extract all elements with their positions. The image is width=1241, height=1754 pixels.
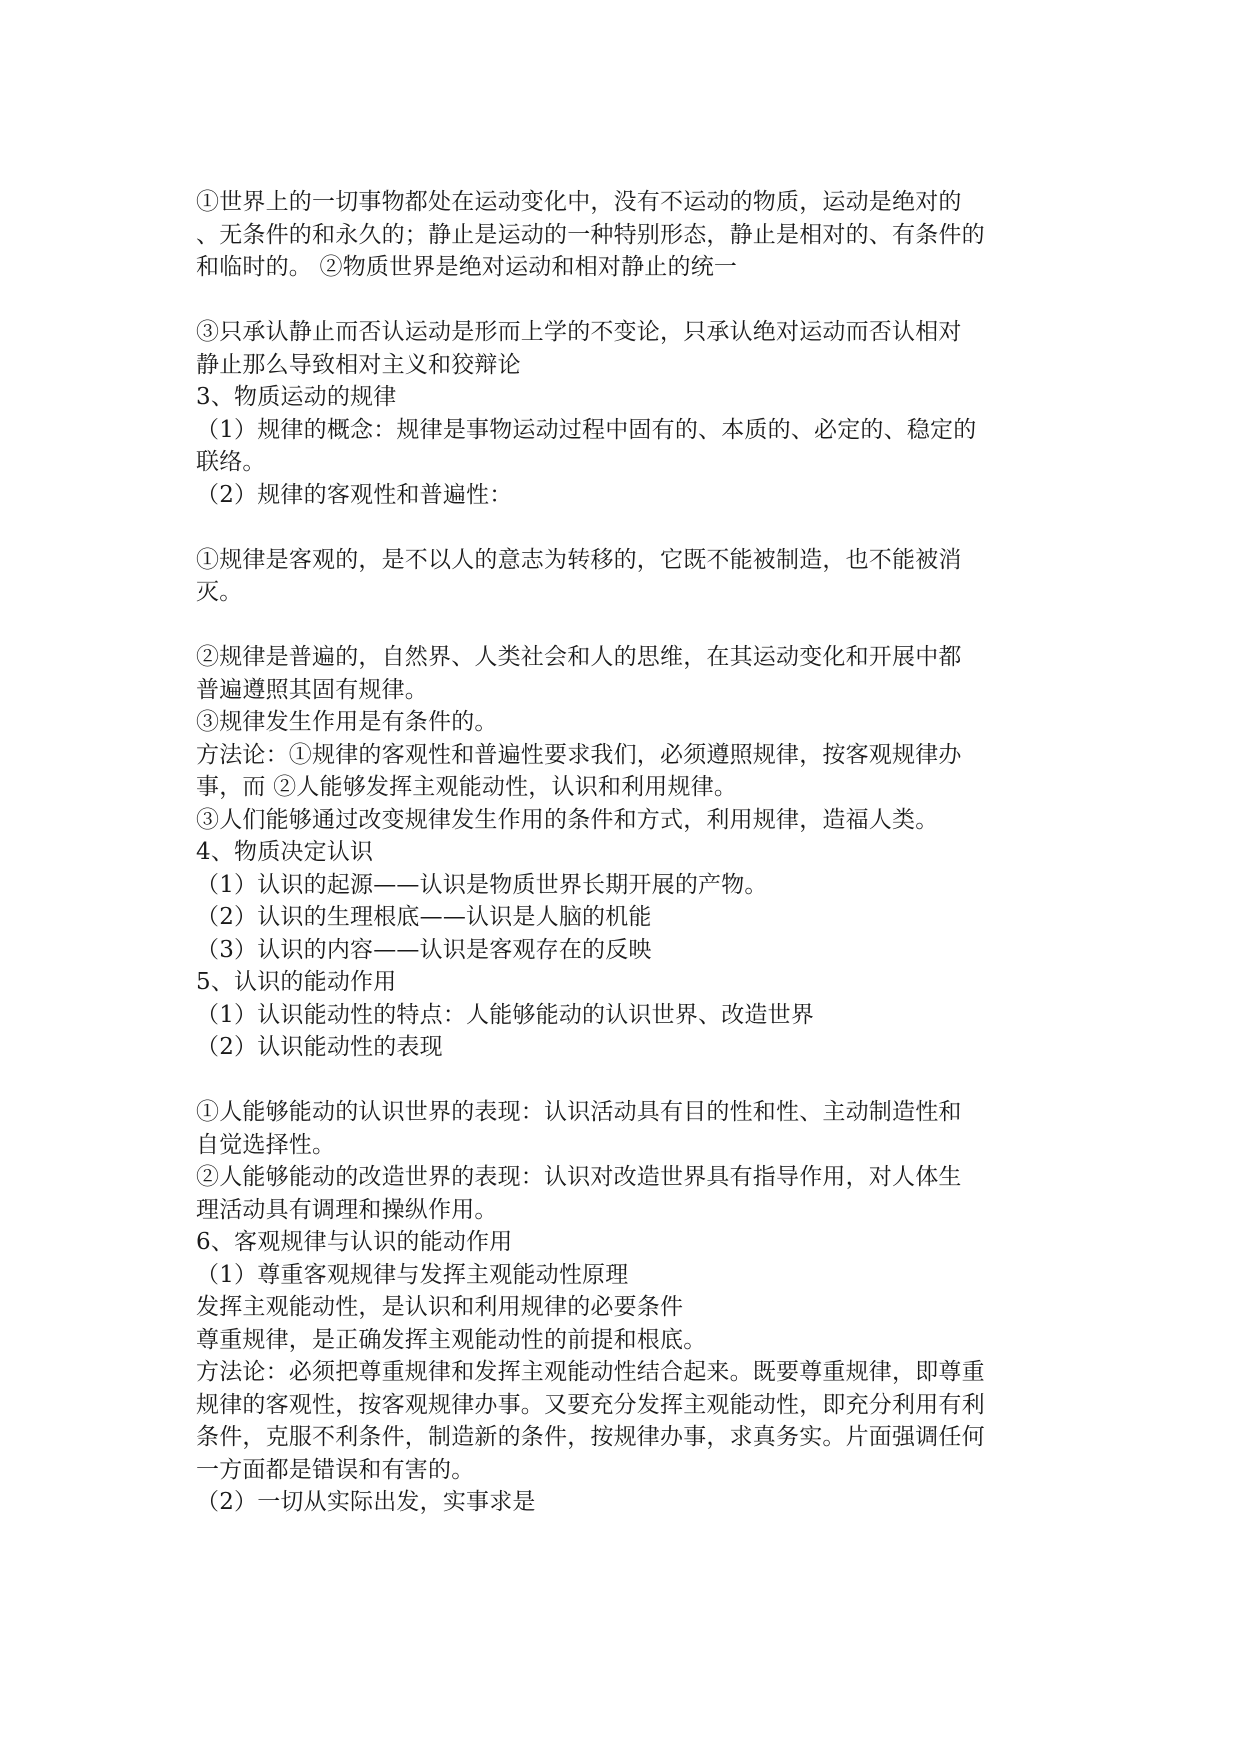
blank-line: [196, 511, 1056, 544]
text-line: ①世界上的一切事物都处在运动变化中，没有不运动的物质，运动是绝对的: [196, 189, 962, 215]
text-line: （1）尊重客观规律与发挥主观能动性原理: [196, 1261, 629, 1288]
text-line: ①人能够能动的认识世界的表现：认识活动具有目的性和性、主动制造性和: [196, 1099, 962, 1125]
text-line: （2）认识能动性的表现: [196, 1034, 443, 1060]
text-line: ③只承认静止而否认运动是形而上学的不变论，只承认绝对运动而否认相对: [196, 319, 962, 345]
text-line: （2）规律的客观性和普遍性：: [196, 481, 513, 508]
text-line: 、无条件的和永久的；静止是运动的一种特别形态，静止是相对的、有条件的: [196, 221, 985, 248]
text-line: ②人能够能动的改造世界的表现：认识对改造世界具有指导作用，对人体生: [196, 1164, 962, 1190]
blank-line: [196, 1064, 1056, 1097]
text-line: 自觉选择性。: [196, 1131, 336, 1158]
text-line: 普遍遵照其固有规律。: [196, 676, 428, 703]
text-line: （2）认识的生理根底——认识是人脑的机能: [196, 904, 652, 930]
text-line: （1）认识能动性的特点：人能够能动的认识世界、改造世界: [196, 1001, 815, 1028]
text-line: 和临时的。 ②物质世界是绝对运动和相对静止的统一: [196, 254, 738, 280]
document-body: [196, 186, 1056, 1519]
text-line: ③人们能够通过改变规律发生作用的条件和方式，利用规律，造福人类。: [196, 806, 939, 833]
text-line: 方法论：①规律的客观性和普遍性要求我们，必须遵照规律，按客观规律办: [196, 741, 962, 768]
text-line: 事，而 ②人能够发挥主观能动性，认识和利用规律。: [196, 774, 738, 800]
section-heading: 3、物质运动的规律: [196, 384, 397, 410]
text-line: 理活动具有调理和操纵作用。: [196, 1196, 498, 1223]
text-line: （3）认识的内容——认识是客观存在的反映: [196, 936, 652, 963]
section-heading: 6、客观规律与认识的能动作用: [196, 1229, 513, 1255]
text-line: 条件，克服不利条件，制造新的条件，按规律办事，求真务实。片面强调任何: [196, 1424, 985, 1450]
text-line: 尊重规律，是正确发挥主观能动性的前提和根底。: [196, 1326, 707, 1353]
text-line: 一方面都是错误和有害的。: [196, 1456, 475, 1483]
text-line: ②规律是普遍的，自然界、人类社会和人的思维，在其运动变化和开展中都: [196, 644, 962, 670]
text-line: （2）一切从实际出发，实事求是: [196, 1489, 536, 1515]
text-line: 联络。: [196, 449, 266, 475]
text-line: 发挥主观能动性，是认识和利用规律的必要条件: [196, 1294, 684, 1320]
blank-line: [196, 609, 1056, 642]
text-line: （1）认识的起源——认识是物质世界长期开展的产物。: [196, 871, 768, 898]
blank-line: [196, 284, 1056, 317]
text-line: 方法论：必须把尊重规律和发挥主观能动性结合起来。既要尊重规律，即尊重: [196, 1359, 985, 1385]
text-line: （1）规律的概念：规律是事物运动过程中固有的、本质的、必定的、稳定的: [196, 416, 977, 443]
text-line: 规律的客观性，按客观规律办事。又要充分发挥主观能动性，即充分利用有利: [196, 1391, 985, 1418]
text-line: ③规律发生作用是有条件的。: [196, 709, 498, 735]
text-line: ①规律是客观的，是不以人的意志为转移的，它既不能被制造，也不能被消: [196, 546, 962, 573]
section-heading: 5、认识的能动作用: [196, 969, 397, 995]
text-line: 静止那么导致相对主义和狡辩论: [196, 351, 521, 378]
text-line: 灭。: [196, 579, 243, 605]
section-heading: 4、物质决定认识: [196, 839, 374, 865]
